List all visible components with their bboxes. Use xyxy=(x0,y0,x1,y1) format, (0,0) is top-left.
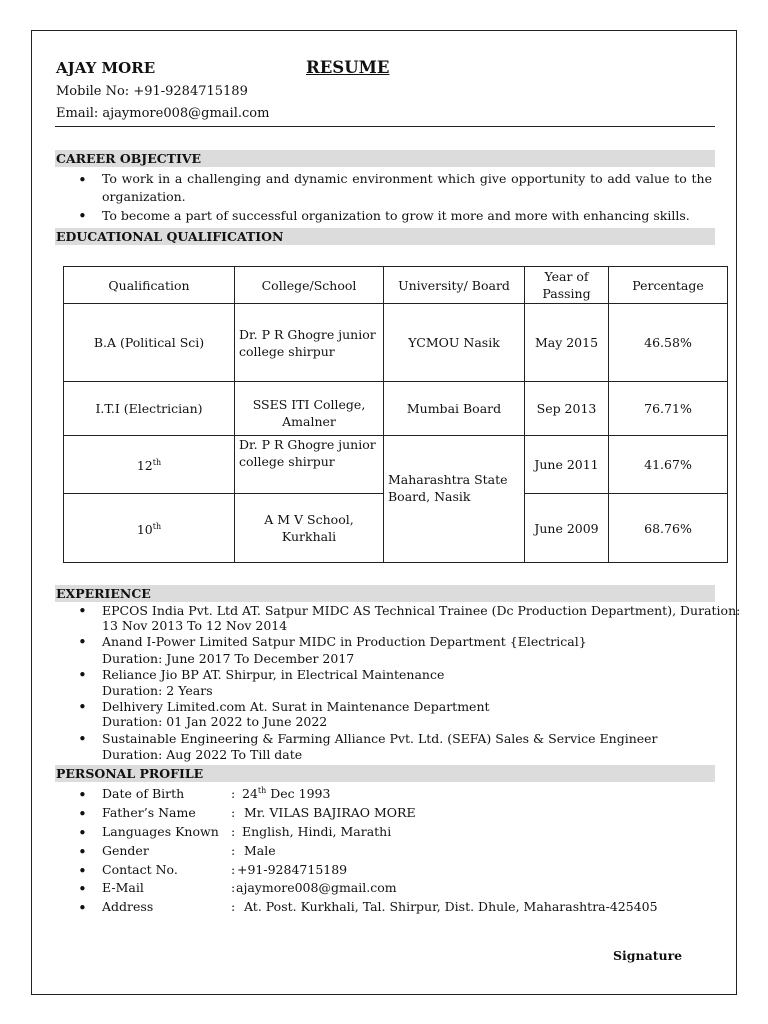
education-table xyxy=(63,266,728,563)
experience-item-title: Delhivery Limited.com At. Surat in Maintenance Department xyxy=(102,699,490,714)
experience-item-duration: Duration: June 2017 To December 2017 xyxy=(102,651,355,666)
year-cell: May 2015 xyxy=(525,304,609,382)
signature-label: Signature xyxy=(613,948,683,963)
qualification-cell: B.A (Political Sci) xyxy=(64,304,235,382)
section-career-objective xyxy=(55,150,715,167)
section-heading: CAREER OBJECTIVE xyxy=(56,151,202,166)
bullet-icon: • xyxy=(78,899,87,917)
header-divider xyxy=(55,126,715,127)
percentage-cell: 68.76% xyxy=(609,494,728,563)
mobile-number: Mobile No: +91-9284715189 xyxy=(56,84,248,99)
address-label: Address xyxy=(102,899,154,914)
colon: : xyxy=(231,824,236,839)
qualification-value: 10 xyxy=(136,522,153,538)
column-header: Qualification xyxy=(64,267,235,304)
languages-label: Languages Known xyxy=(102,824,219,839)
objective-item: To work in a challenging and dynamic environment which give opportunity to add value to the organization. xyxy=(102,171,712,204)
experience-item-title: EPCOS India Pvt. Ltd AT. Satpur MIDC AS Technical Trainee (Dc Production Department), Duration: xyxy=(102,603,741,618)
percentage-cell: 41.67% xyxy=(609,436,728,494)
table-row xyxy=(64,304,728,382)
bullet-icon: • xyxy=(78,880,87,898)
bullet-icon: • xyxy=(78,786,87,804)
bullet-icon: • xyxy=(78,698,87,716)
experience-item-title: Anand I-Power Limited Satpur MIDC in Production Department {Electrical} xyxy=(102,634,587,649)
bullet-icon: • xyxy=(78,666,87,684)
qualification-cell xyxy=(64,494,235,563)
bullet-icon: • xyxy=(78,730,87,748)
table-row xyxy=(64,436,728,494)
experience-item-title: Reliance Jio BP AT. Shirpur, in Electrical Maintenance xyxy=(102,667,445,682)
section-educational-qualification xyxy=(55,228,715,245)
table-row xyxy=(64,382,728,436)
gender-value: Male xyxy=(244,843,276,858)
gender-label: Gender xyxy=(102,843,149,858)
year-cell: June 2011 xyxy=(525,436,609,494)
college-value: A M V School, Kurkhali xyxy=(264,512,354,544)
colon: : xyxy=(231,805,236,820)
contact-label: Contact No. xyxy=(102,862,178,877)
father-name-label: Father’s Name xyxy=(102,805,196,820)
percentage-cell: 76.71% xyxy=(609,382,728,436)
objective-item: To become a part of successful organization to grow it more and more with enhancing skills. xyxy=(102,208,690,223)
email-label: E-Mail xyxy=(102,880,144,895)
board-cell xyxy=(384,436,525,563)
section-heading: PERSONAL PROFILE xyxy=(56,766,204,781)
experience-item-duration: Duration: Aug 2022 To Till date xyxy=(102,747,303,762)
year-cell: Sep 2013 xyxy=(525,382,609,436)
college-cell: Dr. P R Ghogre junior college shirpur xyxy=(235,436,384,494)
bullet-icon: • xyxy=(78,862,87,880)
bullet-icon: • xyxy=(78,824,87,842)
contact-value: +91-9284715189 xyxy=(237,862,348,877)
experience-item-title: Sustainable Engineering & Farming Alliance Pvt. Ltd. (SEFA) Sales & Service Engineer xyxy=(102,731,658,746)
bullet-icon: • xyxy=(78,602,87,620)
resume-title: RESUME xyxy=(306,58,390,77)
colon: : xyxy=(231,899,236,914)
experience-item-duration: Duration: 01 Jan 2022 to June 2022 xyxy=(102,714,328,729)
colon: : xyxy=(231,786,236,801)
colon: : xyxy=(231,862,236,877)
bullet-icon: • xyxy=(78,207,87,225)
experience-item-duration: 13 Nov 2013 To 12 Nov 2014 xyxy=(102,618,288,633)
section-heading: EDUCATIONAL QUALIFICATION xyxy=(56,229,284,244)
colon: : xyxy=(231,880,236,895)
column-header: Year of Passing xyxy=(525,267,609,304)
section-heading: EXPERIENCE xyxy=(56,586,151,601)
section-experience xyxy=(55,585,715,602)
bullet-icon: • xyxy=(78,843,87,861)
ordinal-suffix: th xyxy=(152,521,162,531)
percentage-cell: 46.58% xyxy=(609,304,728,382)
candidate-name: AJAY MORE xyxy=(56,59,156,77)
dob-label: Date of Birth xyxy=(102,786,185,801)
board-value: Maharashtra State Board, Nasik xyxy=(388,472,508,504)
bullet-icon: • xyxy=(78,805,87,823)
colon: : xyxy=(231,843,236,858)
year-cell: June 2009 xyxy=(525,494,609,563)
ordinal-suffix: th xyxy=(152,458,162,468)
languages-value: English, Hindi, Marathi xyxy=(242,824,392,839)
qualification-cell xyxy=(64,436,235,494)
table-header-row xyxy=(64,267,728,304)
address-value: At. Post. Kurkhali, Tal. Shirpur, Dist. Dhule, Maharashtra-425405 xyxy=(244,899,658,914)
college-cell xyxy=(235,494,384,563)
experience-item-duration: Duration: 2 Years xyxy=(102,683,213,698)
qualification-value: 12 xyxy=(136,458,153,474)
board-cell: YCMOU Nasik xyxy=(384,304,525,382)
section-personal-profile xyxy=(55,765,715,782)
column-header: Percentage xyxy=(609,267,728,304)
qualification-cell: I.T.I (Electrician) xyxy=(64,382,235,436)
college-cell: Dr. P R Ghogre junior college shirpur xyxy=(235,304,384,382)
dob-value: 24th Dec 1993 xyxy=(242,786,331,802)
college-cell: SSES ITI College, Amalner xyxy=(235,382,384,436)
father-name-value: Mr. VILAS BAJIRAO MORE xyxy=(244,805,416,820)
bullet-icon: • xyxy=(78,633,87,651)
board-cell: Mumbai Board xyxy=(384,382,525,436)
email-value: ajaymore008@gmail.com xyxy=(236,880,397,895)
bullet-icon: • xyxy=(78,171,87,189)
column-header: University/ Board xyxy=(384,267,525,304)
column-header: College/School xyxy=(235,267,384,304)
email-address: Email: ajaymore008@gmail.com xyxy=(56,106,270,121)
